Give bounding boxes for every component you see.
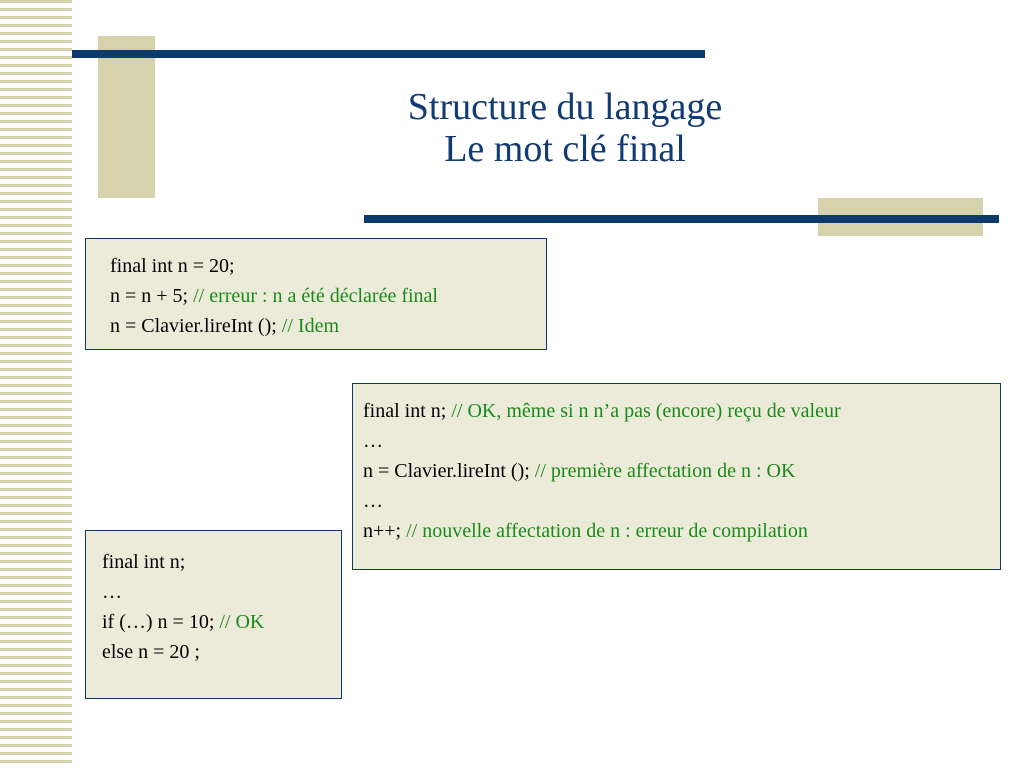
code-comment: // nouvelle affectation de n : erreur de compilation bbox=[406, 520, 808, 542]
slide-title bbox=[300, 86, 830, 170]
top-accent-block bbox=[98, 36, 155, 198]
code-comment: // erreur : n a été déclarée final bbox=[193, 285, 438, 307]
code-text: n = Clavier.lireInt (); bbox=[363, 460, 535, 482]
code-line bbox=[363, 456, 990, 486]
code-text: … bbox=[102, 581, 122, 603]
title-line-1: Structure du langage bbox=[407, 86, 723, 128]
code-line bbox=[363, 396, 990, 426]
code-text: n = n + 5; bbox=[110, 285, 194, 307]
code-line bbox=[363, 486, 990, 516]
code-text: else n = 20 ; bbox=[102, 641, 200, 663]
title-line-2: Le mot clé final bbox=[444, 128, 686, 170]
code-comment: // première affectation de n : OK bbox=[534, 460, 796, 482]
code-line bbox=[363, 516, 990, 546]
code-line bbox=[102, 607, 325, 637]
code-line bbox=[102, 547, 325, 577]
title-underline-rule bbox=[364, 215, 999, 223]
left-stripe-decoration bbox=[0, 0, 72, 768]
code-line bbox=[102, 637, 325, 667]
code-comment: // OK bbox=[219, 611, 265, 633]
code-line bbox=[363, 426, 990, 456]
top-rule bbox=[72, 50, 705, 58]
code-comment: // OK, même si n n’a pas (encore) reçu de valeur bbox=[451, 400, 841, 422]
code-box-deferred-init bbox=[352, 383, 1001, 570]
code-line bbox=[110, 251, 522, 281]
code-text: if (…) n = 10; bbox=[102, 611, 220, 633]
code-text: n = Clavier.lireInt (); bbox=[110, 315, 282, 337]
code-box-final-assignment bbox=[85, 238, 547, 350]
code-text: n++; bbox=[363, 520, 407, 542]
code-box-conditional-init bbox=[85, 530, 342, 699]
code-text: final int n = 20; bbox=[110, 255, 235, 277]
code-line bbox=[102, 577, 325, 607]
code-line bbox=[110, 311, 522, 341]
code-comment: // Idem bbox=[281, 315, 340, 337]
code-text: final int n; bbox=[102, 551, 186, 573]
code-line bbox=[110, 281, 522, 311]
code-text: … bbox=[363, 490, 383, 512]
code-text: final int n; bbox=[363, 400, 452, 422]
code-text: … bbox=[363, 430, 383, 452]
